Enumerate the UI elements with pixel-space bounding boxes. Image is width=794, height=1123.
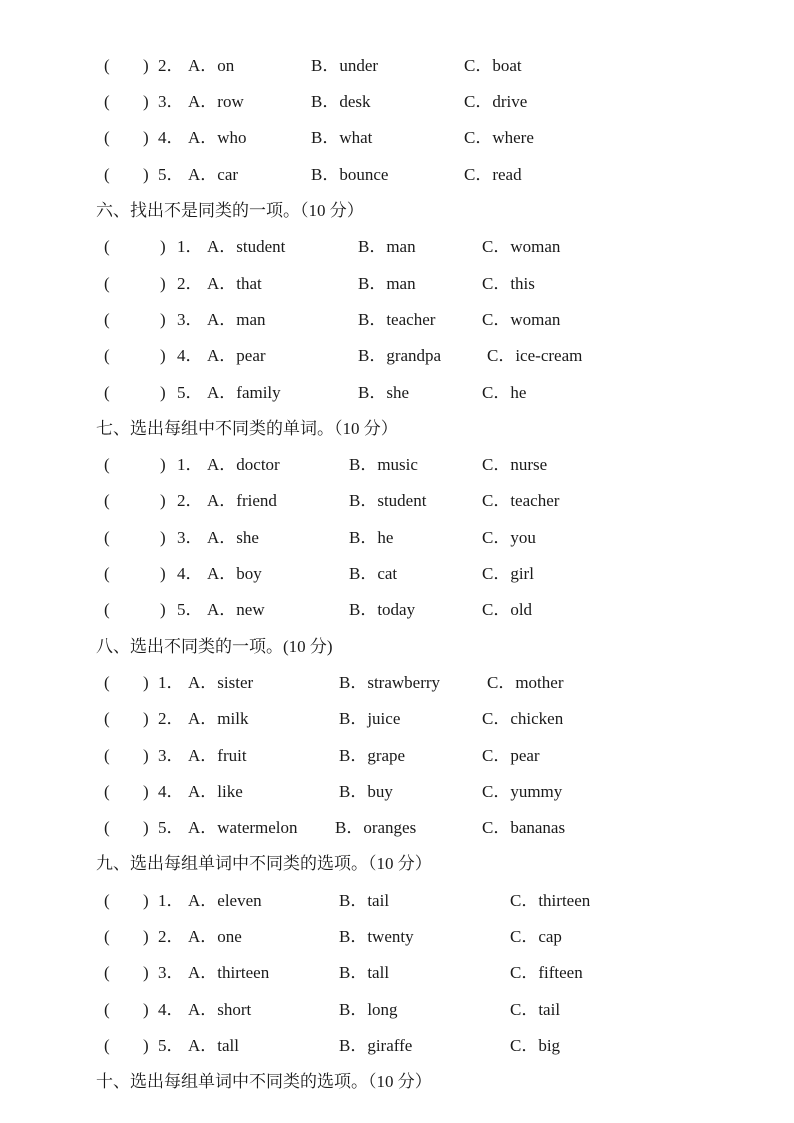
option-c: C．mother: [487, 673, 564, 692]
answer-bracket-close: ): [143, 782, 149, 801]
option-c: C．thirteen: [510, 891, 591, 910]
option-b: B．oranges: [335, 818, 417, 837]
answer-bracket-close: ): [143, 927, 149, 946]
option-c: C．teacher: [482, 491, 560, 510]
option-a: A．tall: [188, 1036, 239, 1055]
question-row: [0, 1031, 794, 1061]
answer-bracket-open: (: [104, 600, 110, 619]
question-row: [0, 777, 794, 807]
option-a: A．milk: [188, 709, 249, 728]
question-number: 2．: [158, 56, 184, 75]
option-c: C．boat: [464, 56, 522, 75]
question-row: [0, 922, 794, 952]
answer-bracket-close: ): [160, 528, 166, 547]
answer-bracket-close: ): [143, 709, 149, 728]
option-a: A．on: [188, 56, 235, 75]
question-row: [0, 995, 794, 1025]
answer-bracket-open: (: [104, 455, 110, 474]
option-a: A．family: [207, 383, 281, 402]
question-number: 4．: [177, 346, 203, 365]
answer-bracket-open: (: [104, 310, 110, 329]
option-b: B．teacher: [358, 310, 436, 329]
option-b: B．what: [311, 128, 373, 147]
answer-bracket-open: (: [104, 818, 110, 837]
option-c: C．cap: [510, 927, 562, 946]
option-c: C．tail: [510, 1000, 561, 1019]
option-a: A．watermelon: [188, 818, 298, 837]
answer-bracket-open: (: [104, 528, 110, 547]
option-b: B．student: [349, 491, 427, 510]
answer-bracket-close: ): [143, 92, 149, 111]
option-a: A．who: [188, 128, 247, 147]
question-row: [0, 595, 794, 625]
option-a: A．like: [188, 782, 243, 801]
option-c: C．you: [482, 528, 536, 547]
question-number: 4．: [158, 782, 184, 801]
option-b: B．twenty: [339, 927, 414, 946]
option-a: A．thirteen: [188, 963, 270, 982]
option-c: C．chicken: [482, 709, 564, 728]
answer-bracket-open: (: [104, 673, 110, 692]
answer-bracket-open: (: [104, 1000, 110, 1019]
answer-bracket-open: (: [104, 383, 110, 402]
answer-bracket-open: (: [104, 128, 110, 147]
question-row: [0, 305, 794, 335]
answer-bracket-open: (: [104, 1036, 110, 1055]
question-number: 2．: [158, 927, 184, 946]
question-row: [0, 559, 794, 589]
question-number: 5．: [177, 600, 203, 619]
answer-bracket-open: (: [104, 165, 110, 184]
question-number: 3．: [177, 528, 203, 547]
answer-bracket-open: (: [104, 56, 110, 75]
section-heading-9: 九、选出每组单词中不同类的选项。（10 分）: [96, 854, 432, 873]
answer-bracket-open: (: [104, 891, 110, 910]
answer-bracket-close: ): [143, 818, 149, 837]
question-number: 2．: [177, 491, 203, 510]
question-number: 3．: [177, 310, 203, 329]
question-number: 3．: [158, 92, 184, 111]
section-heading-7: 七、选出每组中不同类的单词。（10 分）: [96, 419, 398, 438]
question-number: 3．: [158, 746, 184, 765]
question-number: 1．: [158, 891, 184, 910]
answer-bracket-open: (: [104, 92, 110, 111]
option-a: A．she: [207, 528, 259, 547]
option-c: C．fifteen: [510, 963, 583, 982]
option-c: C．woman: [482, 237, 561, 256]
option-c: C．yummy: [482, 782, 563, 801]
question-row: [0, 704, 794, 734]
answer-bracket-open: (: [104, 927, 110, 946]
option-c: C．this: [482, 274, 535, 293]
option-b: B．tail: [339, 891, 390, 910]
answer-bracket-open: (: [104, 564, 110, 583]
question-number: 5．: [158, 165, 184, 184]
option-a: A．new: [207, 600, 265, 619]
option-a: A．doctor: [207, 455, 280, 474]
answer-bracket-close: ): [160, 455, 166, 474]
option-b: B．today: [349, 600, 416, 619]
option-b: B．under: [311, 56, 379, 75]
question-number: 1．: [177, 237, 203, 256]
option-b: B．man: [358, 274, 416, 293]
answer-bracket-close: ): [143, 128, 149, 147]
option-c: C．ice-cream: [487, 346, 583, 365]
option-a: A．pear: [207, 346, 266, 365]
answer-bracket-close: ): [143, 891, 149, 910]
answer-bracket-close: ): [160, 383, 166, 402]
question-row: [0, 813, 794, 843]
option-c: C．pear: [482, 746, 540, 765]
answer-bracket-close: ): [143, 963, 149, 982]
option-b: B．strawberry: [339, 673, 441, 692]
question-row: [0, 523, 794, 553]
question-number: 1．: [158, 673, 184, 692]
option-c: C．old: [482, 600, 533, 619]
answer-bracket-open: (: [104, 963, 110, 982]
question-number: 5．: [177, 383, 203, 402]
question-number: 5．: [158, 1036, 184, 1055]
answer-bracket-open: (: [104, 274, 110, 293]
answer-bracket-close: ): [143, 56, 149, 75]
section-heading-10: 十、选出每组单词中不同类的选项。（10 分）: [96, 1072, 432, 1091]
question-number: 4．: [177, 564, 203, 583]
option-c: C．woman: [482, 310, 561, 329]
answer-bracket-close: ): [160, 491, 166, 510]
option-b: B．cat: [349, 564, 398, 583]
question-number: 1．: [177, 455, 203, 474]
option-b: B．she: [358, 383, 409, 402]
option-b: B．he: [349, 528, 394, 547]
question-number: 4．: [158, 1000, 184, 1019]
answer-bracket-open: (: [104, 746, 110, 765]
question-row: [0, 341, 794, 371]
answer-bracket-close: ): [160, 564, 166, 583]
option-c: C．he: [482, 383, 527, 402]
option-a: A．student: [207, 237, 286, 256]
question-number: 4．: [158, 128, 184, 147]
option-b: B．long: [339, 1000, 398, 1019]
answer-bracket-close: ): [143, 746, 149, 765]
answer-bracket-open: (: [104, 782, 110, 801]
section-heading-6: 六、找出不是同类的一项。（10 分）: [96, 201, 364, 220]
option-c: C．nurse: [482, 455, 548, 474]
option-c: C．big: [510, 1036, 561, 1055]
option-b: B．music: [349, 455, 418, 474]
option-b: B．juice: [339, 709, 401, 728]
question-row: [0, 232, 794, 262]
question-row: [0, 51, 794, 81]
question-row: [0, 958, 794, 988]
option-c: C．where: [464, 128, 534, 147]
question-row: [0, 486, 794, 516]
answer-bracket-close: ): [160, 274, 166, 293]
section-heading-8: 八、选出不同类的一项。(10 分): [96, 637, 333, 656]
question-number: 2．: [158, 709, 184, 728]
question-number: 3．: [158, 963, 184, 982]
option-a: A．row: [188, 92, 244, 111]
answer-bracket-close: ): [143, 673, 149, 692]
answer-bracket-close: ): [143, 165, 149, 184]
option-a: A．fruit: [188, 746, 247, 765]
question-row: [0, 123, 794, 153]
option-c: C．read: [464, 165, 522, 184]
option-a: A．one: [188, 927, 242, 946]
answer-bracket-close: ): [160, 600, 166, 619]
option-a: A．short: [188, 1000, 252, 1019]
answer-bracket-close: ): [143, 1036, 149, 1055]
option-b: B．giraffe: [339, 1036, 413, 1055]
answer-bracket-open: (: [104, 709, 110, 728]
option-a: A．friend: [207, 491, 277, 510]
question-row: [0, 886, 794, 916]
option-b: B．tall: [339, 963, 390, 982]
question-row: [0, 378, 794, 408]
answer-bracket-open: (: [104, 491, 110, 510]
question-row: [0, 160, 794, 190]
question-row: [0, 87, 794, 117]
question-row: [0, 741, 794, 771]
answer-bracket-open: (: [104, 237, 110, 256]
option-b: B．bounce: [311, 165, 389, 184]
question-row: [0, 269, 794, 299]
answer-bracket-close: ): [160, 237, 166, 256]
option-c: C．drive: [464, 92, 528, 111]
option-b: B．desk: [311, 92, 371, 111]
option-a: A．boy: [207, 564, 262, 583]
option-b: B．grape: [339, 746, 406, 765]
option-b: B．grandpa: [358, 346, 442, 365]
question-number: 5．: [158, 818, 184, 837]
answer-bracket-close: ): [160, 310, 166, 329]
option-a: A．sister: [188, 673, 254, 692]
answer-bracket-close: ): [160, 346, 166, 365]
option-a: A．eleven: [188, 891, 262, 910]
question-row: [0, 668, 794, 698]
option-c: C．bananas: [482, 818, 566, 837]
option-b: B．man: [358, 237, 416, 256]
question-row: [0, 450, 794, 480]
option-a: A．car: [188, 165, 239, 184]
option-c: C．girl: [482, 564, 534, 583]
option-a: A．man: [207, 310, 266, 329]
option-b: B．buy: [339, 782, 393, 801]
answer-bracket-open: (: [104, 346, 110, 365]
answer-bracket-close: ): [143, 1000, 149, 1019]
question-number: 2．: [177, 274, 203, 293]
option-a: A．that: [207, 274, 262, 293]
